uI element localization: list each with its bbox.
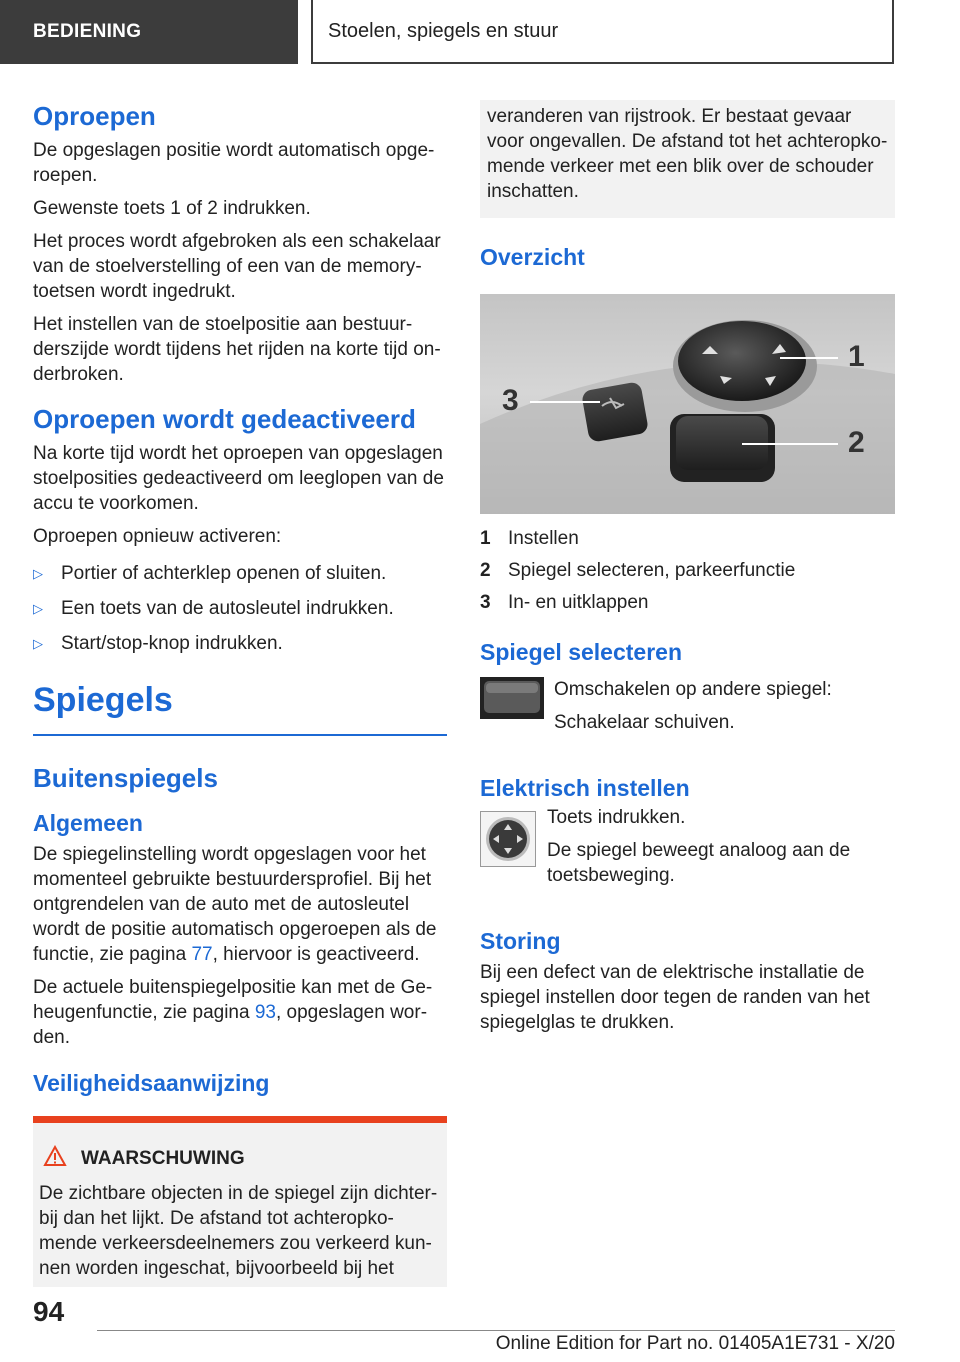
elektrisch-row <box>480 805 895 896</box>
legend-item: 2 Spiegel selecteren, parkeerfunctie <box>480 560 796 581</box>
heading-elektrisch: Elektrisch instellen <box>480 775 690 801</box>
right-column <box>480 100 895 1043</box>
page-link-77[interactable]: 77 <box>191 944 213 965</box>
paragraph: Oproepen opnieuw activeren: <box>33 526 282 547</box>
paragraph: Het instellen van de stoelpositie aan bestuur-derszijde wordt tijdens het rijden na korte tijd on-derbroken. <box>33 314 441 385</box>
callout-label: 3 <box>502 384 519 417</box>
paragraph: De spiegel beweegt analoog aan de toetsbeweging. <box>547 840 851 886</box>
page-number: 94 <box>33 1296 65 1327</box>
heading-spiegels: Spiegels <box>33 681 173 719</box>
page-link-93[interactable]: 93 <box>254 1002 276 1023</box>
legend <box>480 526 895 615</box>
triangle-bullet-icon: ▷ <box>33 601 43 616</box>
bullet-item: ▷ Een toets van de autosleutel indrukken. <box>33 598 394 619</box>
bullet-item: ▷ Portier of achterklep openen of sluiten. <box>33 563 387 584</box>
heading-algemeen: Algemeen <box>33 810 143 836</box>
bullet-item: ▷ Start/stop-knop indrukken. <box>33 633 283 654</box>
callout-label: 2 <box>848 426 865 459</box>
edition-note: Online Edition for Part no. 01405A1E731 - X/20 <box>495 1333 895 1354</box>
mirror-switch-illustration <box>480 294 895 514</box>
warning-triangle-icon <box>43 1145 77 1173</box>
switch-figure <box>480 294 895 514</box>
heading-rule <box>33 734 447 736</box>
triangle-bullet-icon: ▷ <box>33 566 43 581</box>
left-column <box>33 100 447 1287</box>
mirror-adjust-button-icon <box>480 811 547 872</box>
heading-overzicht: Overzicht <box>480 244 585 270</box>
heading-oproepen: Oproepen <box>33 101 156 131</box>
warning-continuation <box>480 100 895 218</box>
paragraph: Toets indrukken. <box>547 807 686 828</box>
paragraph: Het proces wordt afgebroken als een schakelaar van de stoelverstelling of een van de memory-toetsen wordt ingedrukt. <box>33 231 441 302</box>
paragraph: Omschakelen op andere spiegel: <box>554 679 832 700</box>
paragraph: Na korte tijd wordt het oproepen van opgeslagen stoelposities gedeactiveerd om leeglopen van de accu te voorkomen. <box>33 443 444 514</box>
paragraph: De opgeslagen positie wordt automatisch opge-roepen. <box>33 140 435 186</box>
heading-buitenspiegels: Buitenspiegels <box>33 763 218 793</box>
mirror-select-switch-icon <box>480 677 554 724</box>
heading-spiegel-selecteren: Spiegel selecteren <box>480 639 682 665</box>
warning-title: WAARSCHUWING <box>39 1145 441 1173</box>
legend-item: 1 Instellen <box>480 528 579 549</box>
chapter-title: Stoelen, spiegels en stuur <box>311 0 894 64</box>
footer-rule <box>97 1330 895 1331</box>
paragraph: Gewenste toets 1 of 2 indrukken. <box>33 198 311 219</box>
heading-deactivated: Oproepen wordt gedeactiveerd <box>33 404 416 434</box>
section-tab: BEDIENING <box>0 0 298 64</box>
legend-item: 3 In- en uitklappen <box>480 592 649 613</box>
callout-label: 1 <box>848 340 865 373</box>
paragraph: De actuele buitenspiegelpositie kan met de Ge-heugenfunctie, zie pagina 93, opgeslagen wor-den. <box>33 977 433 1048</box>
heading-storing: Storing <box>480 928 561 954</box>
paragraph: De spiegelinstelling wordt opgeslagen voor het momenteel gebruikte bestuurdersprofiel. Bij het ontgrendelen van de auto met de autosleutel wordt de positie automatisch opgeroepen als de functie, zie pagina 77, hiervoor is geactiveerd. <box>33 844 437 965</box>
paragraph: Bij een defect van de elektrische installatie de spiegel instellen door tegen de randen van het spiegelglas te drukken. <box>480 962 870 1033</box>
warning-text: De zichtbare objecten in de spiegel zijn dichter-bij dan het lijkt. De afstand tot achteropko-mende verkeersdeelnemers zou verkeerd kun-nen worden ingeschat, bijvoorbeeld bij het <box>39 1183 438 1279</box>
select-row <box>480 677 895 743</box>
triangle-bullet-icon: ▷ <box>33 636 43 651</box>
heading-veiligheid: Veiligheidsaanwijzing <box>33 1070 270 1096</box>
paragraph: Schakelaar schuiven. <box>554 712 735 733</box>
warning-box <box>33 1116 447 1287</box>
paragraph: veranderen van rijstrook. Er bestaat gevaar voor ongevallen. De afstand tot het achteropko-mende verkeer met een blik over de schouder inschatten. <box>487 106 888 202</box>
